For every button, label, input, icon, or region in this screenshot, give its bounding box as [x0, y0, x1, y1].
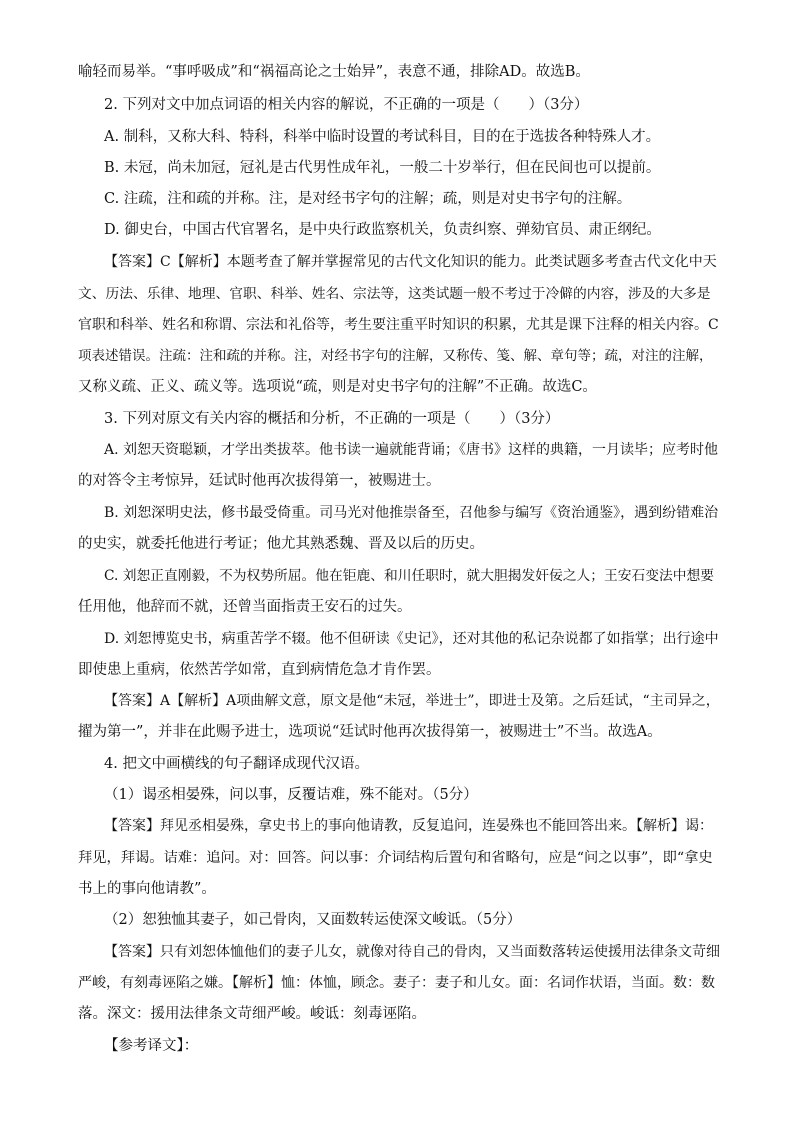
answer-line: 【答案】只有刘恕体恤他们的妻子儿女，就像对待自己的骨肉，又当面数落转运使援用法律条文苛细 [104, 944, 720, 960]
answer-line: 【答案】A【解析】A项曲解文意，原文是他“未冠，举进士”，即进士及第。之后廷试，“主司异之， [104, 693, 720, 709]
answer-line: 严峻，有刻毒诬陷之嫌。【解析】恤：体恤，顾念。妻子：妻子和儿女。面：名词作状语，当面。数：数 [78, 975, 715, 991]
option-d: D. 刘恕博览史书，病重苦学不辍。他不但研读《史记》，还对其他的私记杂说都了如指掌；出行途中 [104, 631, 719, 647]
option-c: C. 注疏，注和疏的并称。注，是对经书字句的注解；疏，则是对史书字句的注解。 [104, 191, 632, 207]
answer-line: 擢为第一”，并非在此赐予进士，选项说“廷试时他再次拔得第一，被赐进士”不当。故选A。 [78, 724, 662, 740]
answer-line: 又称义疏、正义、疏义等。选项说“疏，则是对史书字句的注解”不正确。故选C。 [78, 379, 597, 395]
text-line: 任用他，他辞而不就，还曾当面指责王安石的过失。 [78, 599, 412, 615]
question-2: 2. 下列对文中加点词语的相关内容的解说，不正确的一项是（ ）（3分） [104, 97, 589, 113]
text-line: 即使患上重病，依然苦学如常，直到病情危急才肯作罢。 [78, 662, 441, 678]
answer-line: 文、历法、乐律、地理、官职、科举、姓名、宗法等，这类试题一般不考过于冷僻的内容，涉及的大多是 [78, 286, 711, 302]
option-b: B. 刘恕深明史法，修书最受倚重。司马光对他推崇备至，召他参与编写《资治通鉴》，遇到纷错难治 [104, 505, 719, 521]
option-a: A. 制科，又称大科、特科，科举中临时设置的考试科目，目的在于选拔各种特殊人才。 [104, 129, 661, 145]
question-3: 3. 下列对原文有关内容的概括和分析，不正确的一项是（ ）（3分） [104, 411, 560, 427]
reference-translation-heading: 【参考译文】： [104, 1038, 199, 1054]
text-line: 的对答令主考惊异，廷试时他再次拔得第一，被赐进士。 [78, 473, 441, 489]
sub-question-1: （1）谒丞相晏殊，问以事，反覆诘难，殊不能对。（5分） [104, 787, 478, 803]
answer-line: 拜见，拜谒。诘难：追问。对：回答。问以事：介词结构后置句和省略句，应是“问之以事”，即“拿史 [78, 850, 713, 866]
answer-line: 项表述错误。注疏：注和疏的并称。注，对经书字句的注解，又称传、笺、解、章句等；疏，对注的注解， [78, 348, 713, 364]
option-b: B. 未冠，尚未加冠，冠礼是古代男性成年礼，一般二十岁举行，但在民间也可以提前。 [104, 160, 661, 176]
answer-line: 官职和科举、姓名和称谓、宗法和礼俗等，考生要注重平时知识的积累，尤其是课下注释的相关内容。C [78, 317, 719, 333]
answer-line: 【答案】C【解析】本题考查了解并掌握常见的古代文化知识的能力。此类试题多考查古代文化中天 [104, 254, 717, 270]
answer-line: 落。深文：援用法律条文苛细严峻。峻诋：刻毒诬陷。 [78, 1006, 426, 1022]
text-line: 的史实，就委托他进行考证；他尤其熟悉魏、晋及以后的历史。 [78, 536, 484, 552]
option-a: A. 刘恕天资聪颖，才学出类拔萃。他书读一遍就能背诵；《唐书》这样的典籍，一月读毕；应考时他 [104, 442, 719, 458]
text-line: 喻轻而易举。“事呼吸成”和“祸福高论之士始异”，表意不通，排除AD。故选B。 [78, 64, 590, 80]
option-d: D. 御史台，中国古代官署名，是中央行政监察机关，负责纠察、弹劾官员、肃正纲纪。 [104, 222, 661, 238]
question-4: 4. 把文中画横线的句子翻译成现代汉语。 [104, 756, 369, 772]
answer-line: 【答案】拜见丞相晏殊，拿史书上的事向他请教，反复追问，连晏殊也不能回答出来。【解析】谒： [104, 818, 713, 834]
sub-question-2: （2）恕独恤其妻子，如己骨肉，又面数转运使深文峻诋。（5分） [104, 912, 522, 928]
option-c: C. 刘恕正直刚毅，不为权势所屈。他在钜鹿、和川任职时，就大胆揭发奸佞之人；王安石变法中想要 [104, 568, 715, 584]
answer-line: 书上的事向他请教”。 [78, 881, 216, 897]
